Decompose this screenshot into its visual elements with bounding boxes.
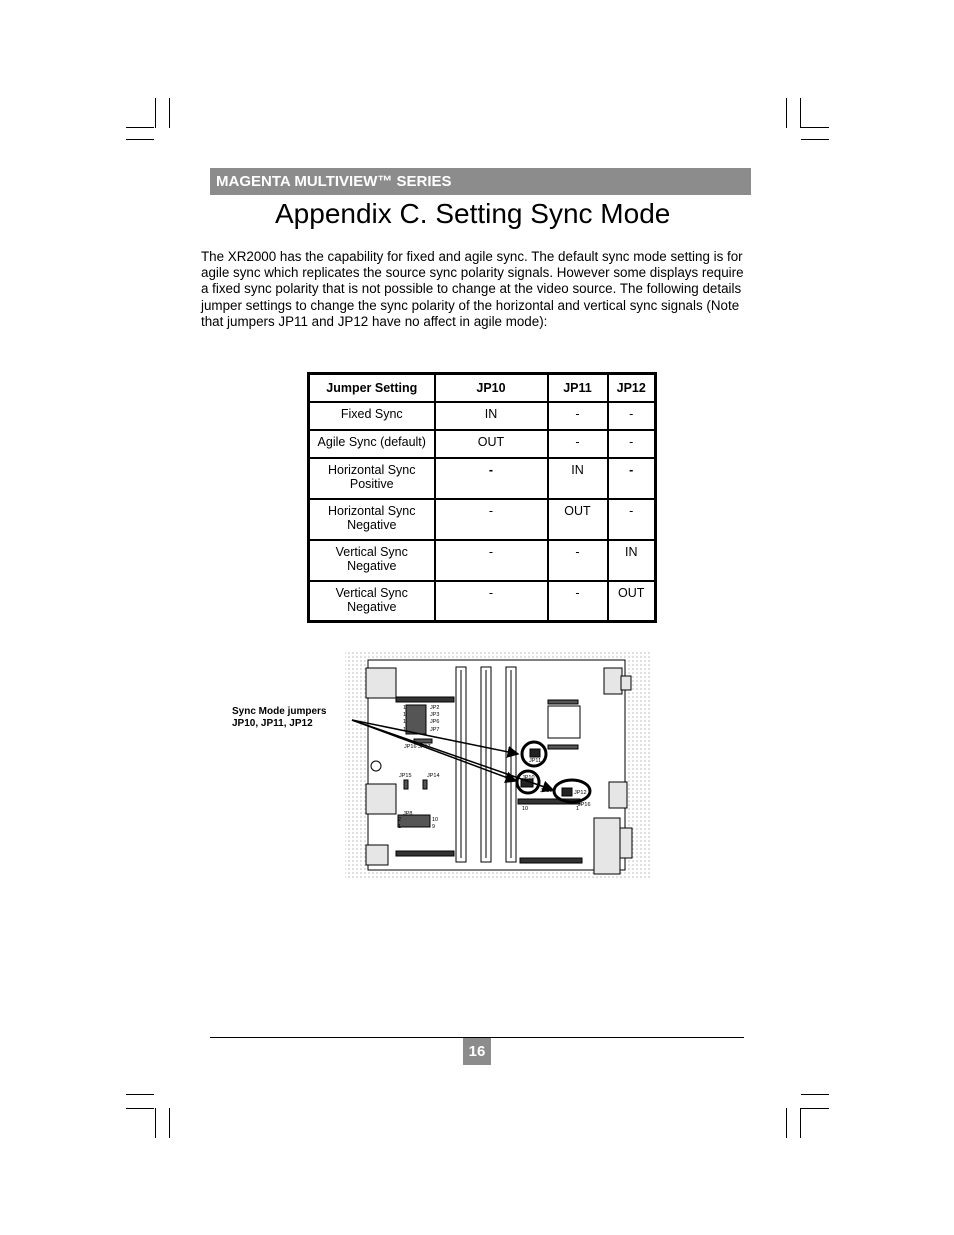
row-setting: Fixed Sync: [309, 402, 435, 430]
connector-block: [604, 668, 622, 694]
row-setting: Horizontal Sync Positive: [309, 458, 435, 499]
label-jp8: JP8: [403, 811, 413, 817]
label-row1-b: 1: [403, 712, 407, 718]
header-jumper-setting: Jumper Setting: [309, 374, 435, 402]
row-setting: Agile Sync (default): [309, 430, 435, 458]
label-jp12: JP12: [574, 790, 587, 796]
label-pin2: 2: [398, 817, 402, 823]
label-jp16-jp17: JP16 JP17: [404, 744, 431, 750]
pin-header: [423, 780, 427, 789]
label-jp10: JP10: [522, 775, 535, 781]
row-jp10: OUT: [435, 430, 548, 458]
row-jp10: IN: [435, 402, 548, 430]
pin-header: [520, 858, 582, 863]
jp11-jumper: [530, 749, 540, 757]
connector-block: [594, 818, 620, 874]
label-pin1: 1: [576, 806, 580, 812]
row-jp12: IN: [608, 540, 656, 581]
callout-line-2: JP10, JP11, JP12: [232, 718, 313, 729]
header-jp11: JP11: [548, 374, 608, 402]
label-pin10b: 10: [432, 817, 439, 823]
label-jp2: JP2: [430, 705, 440, 711]
connector-block: [609, 782, 627, 808]
row-jp10: -: [435, 458, 548, 499]
label-jp16: JP16: [578, 802, 591, 808]
board-outline: [368, 660, 625, 870]
connector-block: [621, 676, 631, 690]
label-jp15: JP15: [399, 773, 412, 779]
pin-header: [404, 780, 408, 789]
row-jp11: -: [548, 402, 608, 430]
pin-header: [548, 745, 578, 749]
pin-header: [406, 705, 426, 734]
row-jp10: -: [435, 499, 548, 540]
row-setting: Vertical Sync Negative: [309, 581, 435, 622]
series-header: MAGENTA MULTIVIEW™ SERIES: [210, 168, 751, 195]
connector-block: [366, 784, 396, 814]
chip: [548, 706, 580, 738]
pin-header: [396, 851, 454, 856]
row-jp12: OUT: [608, 581, 656, 622]
row-jp10: -: [435, 581, 548, 622]
row-jp11: IN: [548, 458, 608, 499]
jp12-jumper: [562, 788, 572, 796]
label-row1-d: 1: [403, 727, 407, 733]
row-setting: Vertical Sync Negative: [309, 540, 435, 581]
label-jp7: JP7: [430, 727, 440, 733]
row-jp11: -: [548, 430, 608, 458]
label-pin9: 9: [432, 824, 436, 830]
header-jp10: JP10: [435, 374, 548, 402]
row-jp12: -: [608, 499, 656, 540]
page-number: 16: [463, 1038, 491, 1065]
label-pin1b: 1: [398, 824, 402, 830]
label-jp14: JP14: [427, 773, 440, 779]
label-row1-a: 1: [403, 705, 407, 711]
row-jp12: -: [608, 402, 656, 430]
header-jp12: JP12: [608, 374, 656, 402]
row-jp12: -: [608, 458, 656, 499]
row-jp10: -: [435, 540, 548, 581]
label-pin10: 10: [522, 806, 529, 812]
page-title: Appendix C. Setting Sync Mode: [275, 198, 671, 229]
label-jp13: JP13: [540, 788, 553, 794]
connector-block: [366, 845, 388, 865]
label-row1-c: 1: [403, 719, 407, 725]
label-jp11: JP11: [529, 758, 542, 764]
pin-header: [396, 697, 454, 702]
intro-paragraph: The XR2000 has the capability for fixed and agile sync. The default sync mode setting is for agile sync which replicates the source sync polarity signals. However some displays require a fixed sync polarity that is not possible to change at the video source. The following details jumper settings to change the sync polarity of the horizontal and vertical sync signals (Note that jumpers JP11 and JP12 have no affect in agile mode):: [201, 249, 744, 329]
label-jp3: JP3: [430, 712, 440, 718]
row-jp12: -: [608, 430, 656, 458]
label-jp6: JP6: [430, 719, 440, 725]
connector-block: [620, 828, 632, 858]
row-jp11: -: [548, 540, 608, 581]
connector-block: [366, 668, 396, 698]
callout-line-1: Sync Mode jumpers: [232, 706, 327, 717]
pin-header: [548, 700, 578, 704]
row-setting: Horizontal Sync Negative: [309, 499, 435, 540]
row-jp11: -: [548, 581, 608, 622]
row-jp11: OUT: [548, 499, 608, 540]
